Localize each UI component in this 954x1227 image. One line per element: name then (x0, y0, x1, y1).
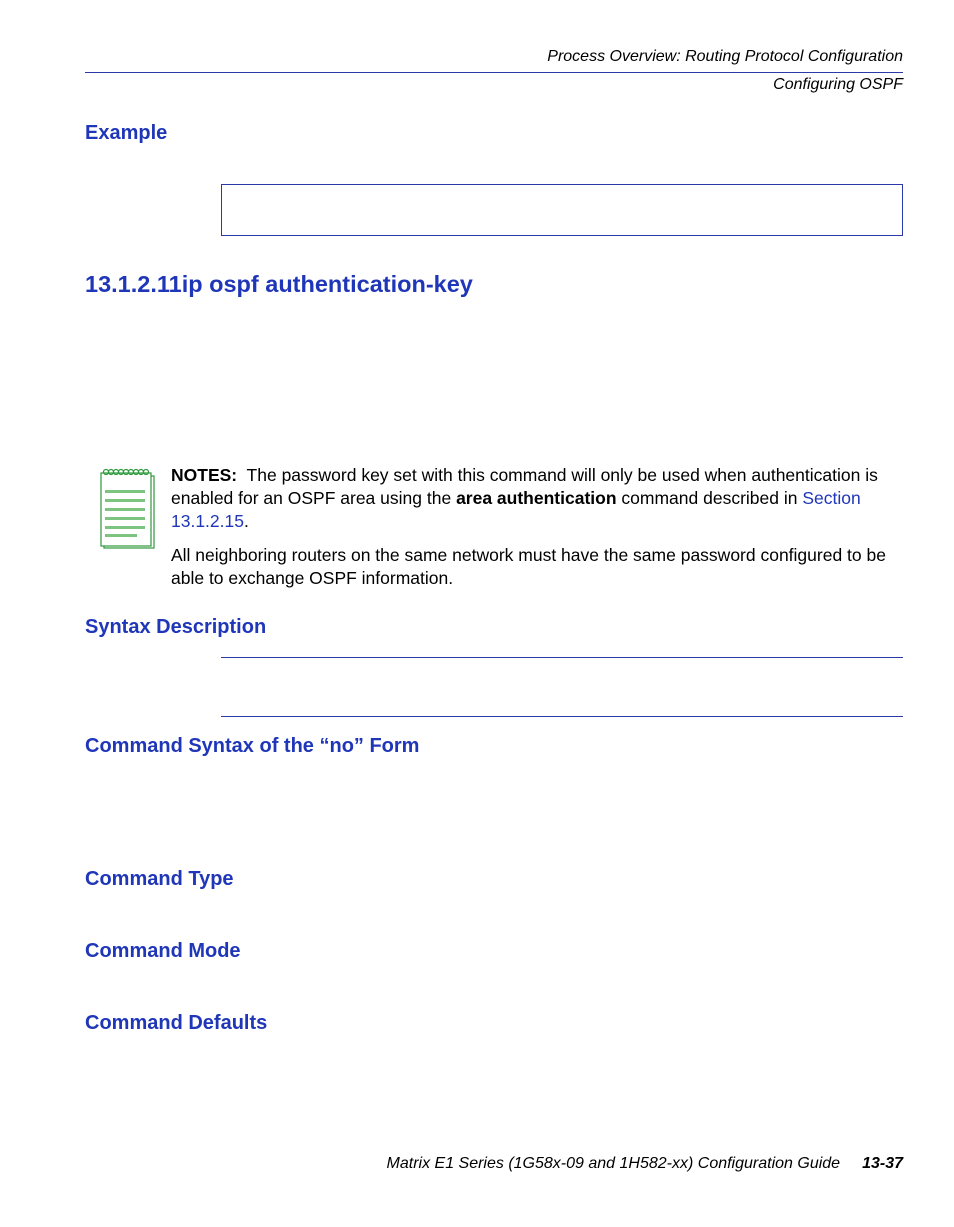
notes-paragraph-1 (171, 464, 906, 533)
command-title: 13.1.2.11ip ospf authentication-key (85, 271, 473, 297)
notes-block (171, 464, 906, 590)
notes-text-b: command described in (621, 488, 798, 508)
section-link[interactable]: Section 13.1.2.15 (171, 488, 861, 531)
heading-command-type: Command Type (85, 868, 234, 890)
syntax-table-bottom-rule (221, 716, 903, 717)
header-rule (85, 72, 903, 73)
notes-text-a: The password key set with this command will only be used when authentication is enabled for an OSPF area using the (171, 465, 878, 508)
page-footer (387, 1155, 903, 1173)
heading-no-form: Command Syntax of the “no” Form (85, 735, 420, 757)
heading-command-mode: Command Mode (85, 940, 241, 962)
syntax-table-top-rule (221, 657, 903, 658)
example-code-box (221, 184, 903, 236)
heading-command-defaults: Command Defaults (85, 1012, 268, 1034)
notes-text-end: . (243, 511, 249, 531)
heading-example: Example (85, 122, 168, 144)
notes-paragraph-2: All neighboring routers on the same network must have the same password configured to be able to exchange OSPF information. (171, 545, 886, 588)
notes-bold-command: area authentication (456, 488, 617, 508)
running-header-section: Configuring OSPF (773, 76, 903, 93)
heading-syntax-description: Syntax Description (85, 616, 267, 638)
running-header-chapter: Process Overview: Routing Protocol Configuration (547, 48, 903, 65)
notepad-icon (100, 468, 156, 550)
footer-guide-title: Matrix E1 Series (1G58x-09 and 1H582-xx) Configuration Guide (386, 1155, 841, 1172)
page-number: 13-37 (862, 1155, 903, 1172)
notes-label: NOTES: (171, 465, 238, 485)
